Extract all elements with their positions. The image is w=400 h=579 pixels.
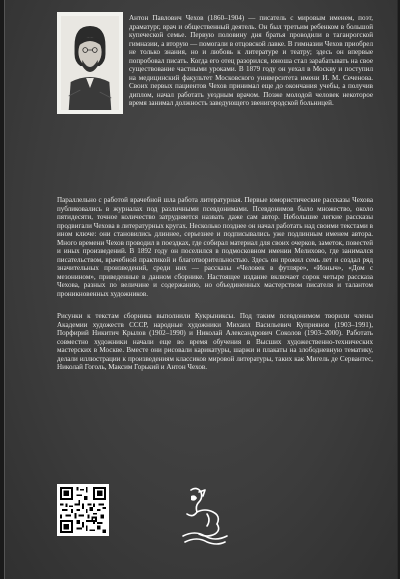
qr-code-pattern (60, 487, 106, 533)
publisher-logo-drawing (177, 484, 231, 546)
publisher-logo-icon (177, 484, 231, 546)
author-portrait-drawing (61, 16, 119, 110)
author-intro-paragraph: Антон Павлович Чехов (1860–1904) — писатель с мировым именем, поэт, драматург, врач и общественный деятель. Он был третьим ребенком в большой купеческой семье. Первую половину дня братья проводили в таганрогской гимназии, а вторую — помогали в отцовской лавке. В гимназии Чехов приобрел не только знания, но и любовь к литературе и театру; здесь он впервые попробовал писать. Когда его отец разорился, юноша стал зарабатывать на свое существование частными уроками. В 1879 году он уехал в Москву и поступил на медицинский факультет Московского университета имени И. М. Сеченова. Своих первых пациентов Чехов принимал еще до окончания учебы, а получив диплом, начал работать уездным врачом. Позже молодой человек некоторое время занимал должность заведующего звенигородской больницей. (129, 14, 373, 108)
qr-code (57, 484, 109, 536)
author-portrait (57, 12, 123, 114)
illustrators-paragraph: Рисунки к текстам сборника выполнили Кукрыниксы. Под таким псевдонимом творили члены Академии художеств СССР, народные художники Михаил Васильевич Куприянов (1903–1991), Порфирий Никитич Крылов (1902–1990) и Николай Александрович Соколов (1903–2000). Работать совместно художники начали еще во время обучения в Высших художественно-технических мастерских в Москве. Вместе они рисовали карикатуры, шаржи и плакаты на злободневную тематику, делали иллюстрации к произведениям классиков мировой литературы, таких как Мигель де Сервантес, Николай Гоголь, Максим Горький и Антон Чехов. (57, 312, 373, 372)
book-back-cover (4, 0, 398, 579)
literary-career-paragraph: Параллельно с работой врачебной шла работа литературная. Первые юмористические рассказы Чехова публиковались в журналах под различными псевдонимами. Псевдонимов было множество, около пятидесяти, точное количество затрудняется назвать даже сам автор. Небольшие легкие рассказы продвигали Чехова в литературных кругах. Несколько позднее он начал работать над своими текстами в ином ключе: они становились длиннее, серьезнее и подписывались уже подлинным именем автора. Много времени Чехов проводил в поездках, где собирал материал для своих очерков, заметок, повестей и иных произведений. В 1892 году он поселился в подмосковном имении Мелихово, где занимался писательством, врачебной практикой и благотворительностью. Здесь он прожил семь лет и создал ряд значительных произведений, среди них — рассказы «Человек в футляре», «Ионыч», «Дом с мезонином», приведенные в данном сборнике. Настоящее издание включает сорок четыре рассказа Чехова, разных по величине и содержанию, но объединенных мастерством писателя и талантом проникновенных художников. (57, 196, 373, 299)
